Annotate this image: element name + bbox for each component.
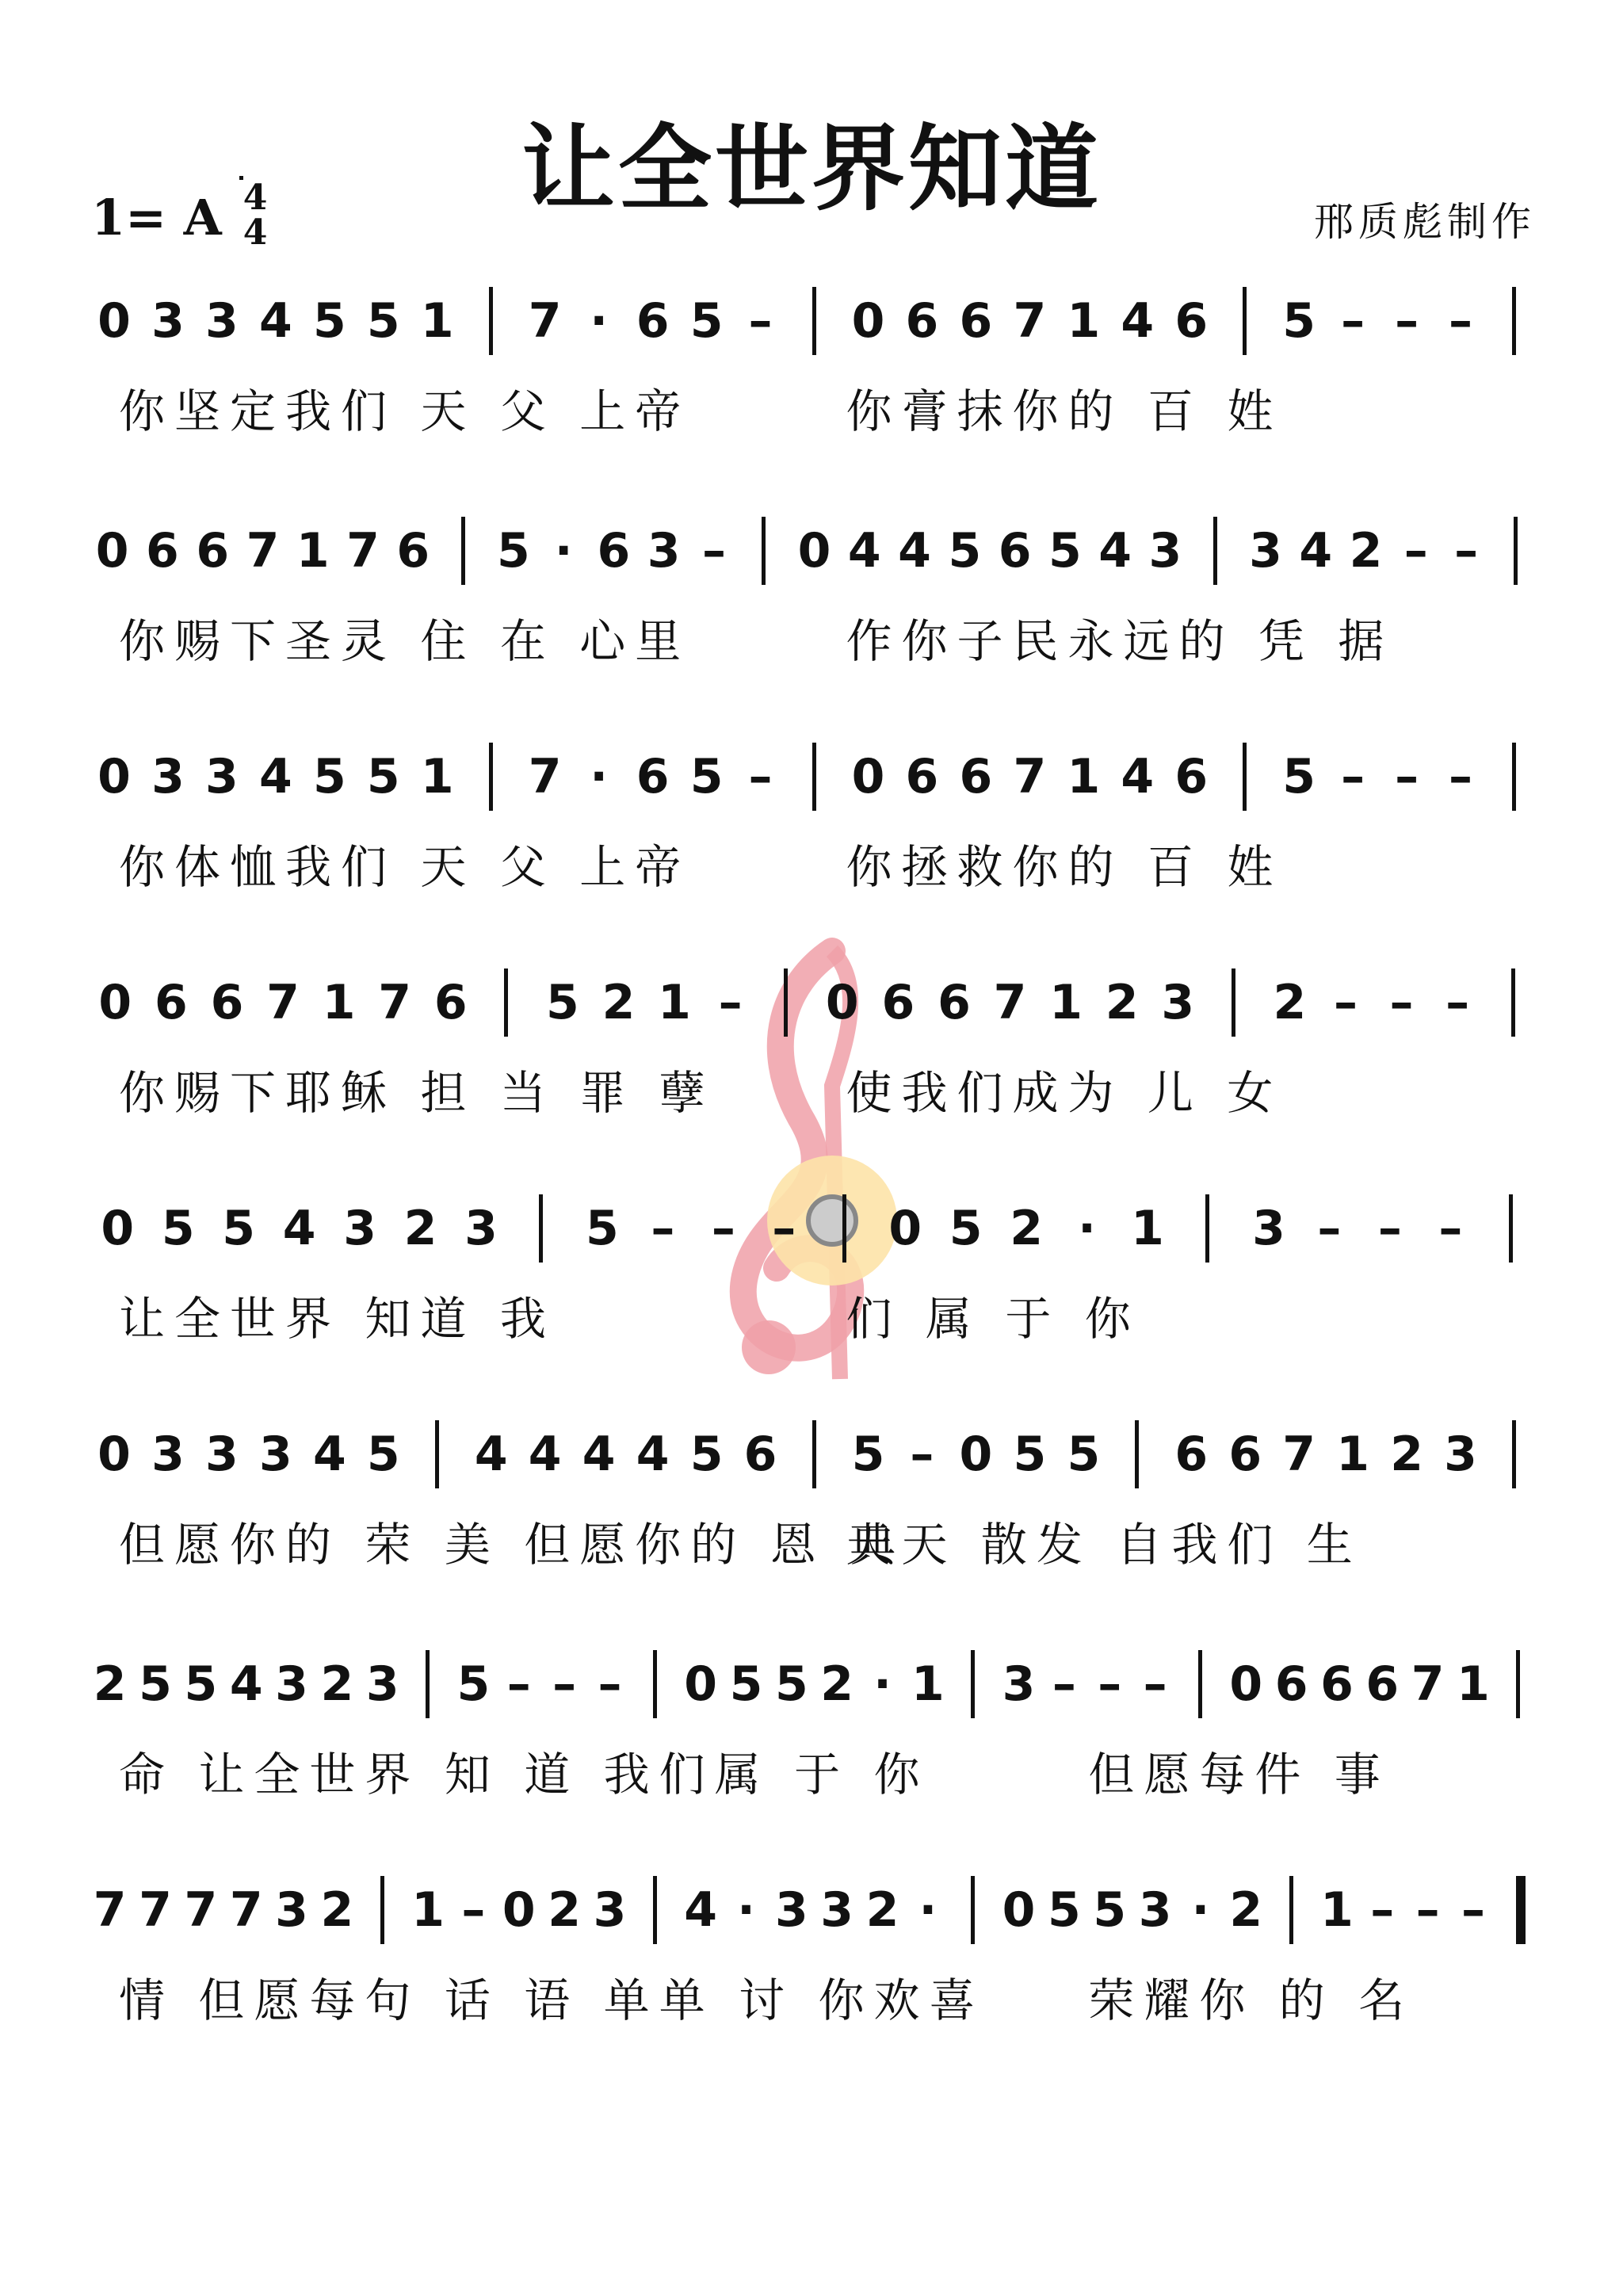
barline	[1243, 743, 1247, 811]
dash-hold: –	[1445, 975, 1470, 1030]
dash-hold: –	[718, 975, 743, 1030]
note: 3	[1138, 1882, 1172, 1938]
barline	[1289, 1876, 1293, 1944]
note: 5	[689, 1427, 724, 1482]
dash-hold: –	[772, 1201, 796, 1256]
barline	[971, 1876, 975, 1944]
note: 2	[820, 1656, 854, 1712]
final-barline	[1516, 1876, 1526, 1944]
note: 5	[586, 1201, 619, 1256]
note: 4	[258, 293, 292, 349]
augmentation-dot: ·	[737, 1882, 755, 1938]
note: 0	[97, 749, 131, 804]
note: 2	[403, 1201, 437, 1256]
key-signature: 1= A	[91, 189, 222, 246]
dash-hold: –	[1449, 293, 1473, 349]
note: 5	[184, 1656, 218, 1712]
note: 3	[1249, 523, 1282, 579]
lyric-line: 情 但愿每句 话 语	[119, 1973, 580, 2027]
note: 5	[366, 749, 400, 804]
note: 6	[998, 523, 1032, 579]
lyric-line: 你体恤我们 天 父 上帝	[119, 840, 691, 894]
lyric-line: 我们属 于 你	[603, 1748, 930, 1801]
barline	[426, 1650, 430, 1718]
dash-hold: –	[1403, 523, 1428, 579]
note: 1	[322, 975, 356, 1030]
time-signature-bottom: 4	[242, 212, 268, 253]
note: 0	[888, 1201, 922, 1256]
note: 3	[205, 749, 239, 804]
dash-hold: –	[506, 1656, 531, 1712]
note: 6	[146, 523, 179, 579]
note: 0	[97, 1427, 131, 1482]
barline	[971, 1650, 975, 1718]
note: 7	[229, 1882, 263, 1938]
note: 1	[420, 749, 454, 804]
barline	[784, 968, 788, 1037]
note: 5	[689, 749, 724, 804]
note: 5	[139, 1656, 172, 1712]
score-line	[0, 1656, 1623, 1886]
note: 0	[1002, 1882, 1036, 1938]
note: 6	[210, 975, 244, 1030]
note: 0	[851, 749, 885, 804]
note: 6	[196, 523, 230, 579]
barline	[435, 1420, 439, 1488]
note: 6	[1174, 293, 1209, 349]
note: 7	[184, 1882, 218, 1938]
lyric-line: 你坚定我们 天 父 上帝	[119, 384, 691, 438]
note: 5	[851, 1427, 885, 1482]
augmentation-dot: ·	[554, 523, 573, 579]
note: 2	[865, 1882, 899, 1938]
note: 0	[101, 1201, 135, 1256]
lyric-line: 但愿每件 事	[1088, 1748, 1390, 1801]
note: 3	[258, 1427, 292, 1482]
note: 6	[1365, 1656, 1400, 1712]
note: 1	[1457, 1656, 1490, 1712]
note: 6	[881, 975, 915, 1030]
note: 5	[1013, 1427, 1047, 1482]
note: 6	[1228, 1427, 1262, 1482]
dash-hold: –	[1461, 1882, 1485, 1938]
note: 3	[275, 1882, 308, 1938]
note: 0	[98, 975, 132, 1030]
note: 2	[93, 1656, 127, 1712]
note: 1	[420, 293, 454, 349]
dash-hold: –	[1454, 523, 1479, 579]
augmentation-dot: ·	[1191, 1882, 1210, 1938]
note: 7	[1411, 1656, 1445, 1712]
note: 6	[636, 293, 670, 349]
time-signature-divider	[239, 176, 243, 180]
barline	[489, 287, 493, 355]
barline	[842, 1194, 846, 1263]
dash-hold: –	[1341, 293, 1365, 349]
note: 6	[1174, 1427, 1209, 1482]
lyric-line: 你拯救你的 百 姓	[846, 840, 1283, 894]
barline	[812, 1420, 816, 1488]
note: 4	[1299, 523, 1333, 579]
note: 2	[320, 1882, 354, 1938]
note: 1	[1336, 1427, 1369, 1482]
note: 5	[1067, 1427, 1101, 1482]
note: 5	[312, 749, 346, 804]
dash-hold: –	[461, 1882, 486, 1938]
note: 7	[1013, 749, 1047, 804]
note: 0	[797, 523, 831, 579]
dash-hold: –	[1438, 1201, 1463, 1256]
barline	[1135, 1420, 1139, 1488]
augmentation-dot: ·	[873, 1656, 892, 1712]
note: 0	[684, 1656, 718, 1712]
barline	[1512, 743, 1516, 811]
dash-hold: –	[651, 1201, 675, 1256]
note: 1	[1067, 749, 1101, 804]
barline	[539, 1194, 543, 1263]
barline	[653, 1876, 657, 1944]
note: 3	[1444, 1427, 1477, 1482]
score-line	[0, 749, 1623, 979]
note: 6	[938, 975, 971, 1030]
note: 3	[275, 1656, 308, 1712]
dash-hold: –	[1449, 749, 1473, 804]
barline	[1512, 287, 1516, 355]
dash-hold: –	[1377, 1201, 1402, 1256]
note: 0	[825, 975, 859, 1030]
note: 7	[993, 975, 1027, 1030]
note: 5	[1282, 749, 1316, 804]
note: 3	[1148, 523, 1182, 579]
note: 5	[312, 293, 346, 349]
note: 5	[774, 1656, 808, 1712]
note: 6	[905, 293, 939, 349]
note: 1	[658, 975, 691, 1030]
note: 2	[1349, 523, 1383, 579]
note: 5	[1048, 1882, 1081, 1938]
barline	[1514, 517, 1518, 585]
note: 5	[222, 1201, 256, 1256]
barline	[1509, 1194, 1513, 1263]
note: 5	[456, 1656, 491, 1712]
lyric-line: 作你子民永远的 凭 据	[846, 614, 1394, 668]
note: 4	[282, 1201, 316, 1256]
note: 3	[774, 1882, 808, 1938]
note: 6	[959, 293, 993, 349]
dash-hold: –	[711, 1201, 735, 1256]
score-line	[0, 975, 1623, 1205]
note: 5	[729, 1656, 763, 1712]
score-line	[0, 1201, 1623, 1431]
note: 1	[1320, 1882, 1354, 1938]
score-line	[0, 293, 1623, 523]
note: 6	[636, 749, 670, 804]
note: 4	[1121, 749, 1155, 804]
note: 4	[474, 1427, 508, 1482]
dash-hold: –	[1143, 1656, 1167, 1712]
score-line	[0, 1882, 1623, 2112]
note: 4	[847, 523, 881, 579]
note: 5	[948, 523, 982, 579]
dash-hold: –	[1317, 1201, 1342, 1256]
note: 1	[911, 1656, 945, 1712]
note: 5	[546, 975, 579, 1030]
lyric-line: 你赐下耶稣 担 当 罪 孽	[119, 1066, 715, 1120]
dash-hold: –	[552, 1656, 577, 1712]
note: 7	[93, 1882, 127, 1938]
barline	[762, 517, 766, 585]
score-line	[0, 523, 1623, 753]
note: 6	[154, 975, 188, 1030]
barline	[461, 517, 465, 585]
dash-hold: –	[748, 293, 773, 349]
note: 3	[1161, 975, 1195, 1030]
note: 5	[1048, 523, 1082, 579]
note: 4	[684, 1882, 718, 1938]
note: 6	[1320, 1656, 1354, 1712]
note: 2	[601, 975, 636, 1030]
note: 5	[949, 1201, 983, 1256]
time-signature-top: 4	[242, 178, 268, 218]
song-title: 让全世界知道	[521, 113, 1102, 223]
note: 4	[528, 1427, 562, 1482]
note: 0	[502, 1882, 536, 1938]
barline	[812, 287, 816, 355]
barline	[1232, 968, 1235, 1037]
note: 2	[320, 1656, 354, 1712]
barline	[504, 968, 508, 1037]
augmentation-dot: ·	[1078, 1201, 1096, 1256]
note: 5	[1093, 1882, 1127, 1938]
note: 1	[411, 1882, 445, 1938]
lyric-line: 命 让全世界 知 道	[119, 1748, 580, 1801]
lyric-line: 你赐下圣灵 住 在 心里	[119, 614, 691, 668]
note: 4	[312, 1427, 346, 1482]
note: 5	[366, 1427, 400, 1482]
note: 7	[1282, 1427, 1316, 1482]
dash-hold: –	[598, 1656, 622, 1712]
note: 3	[151, 1427, 185, 1482]
note: 3	[647, 523, 681, 579]
note: 3	[1252, 1201, 1285, 1256]
note: 6	[433, 975, 468, 1030]
note: 5	[496, 523, 530, 579]
dash-hold: –	[1341, 749, 1365, 804]
barline	[1511, 968, 1515, 1037]
barline	[1512, 1420, 1516, 1488]
note: 2	[1273, 975, 1307, 1030]
note: 5	[689, 293, 724, 349]
barline	[489, 743, 493, 811]
augmentation-dot: ·	[918, 1882, 938, 1938]
note: 0	[1229, 1656, 1263, 1712]
note: 7	[139, 1882, 172, 1938]
note: 2	[1105, 975, 1139, 1030]
dash-hold: –	[910, 1427, 934, 1482]
note: 6	[1174, 749, 1209, 804]
note: 0	[959, 1427, 993, 1482]
note: 6	[396, 523, 430, 579]
note: 3	[464, 1201, 498, 1256]
note: 2	[1229, 1882, 1263, 1938]
dash-hold: –	[1395, 749, 1419, 804]
note: 0	[95, 523, 129, 579]
arranger-credit: 邢质彪制作	[1314, 199, 1536, 245]
note: 3	[365, 1656, 399, 1712]
note: 4	[1098, 523, 1132, 579]
lyric-line: 让全世界 知道 我	[119, 1292, 556, 1346]
note: 7	[528, 293, 562, 349]
augmentation-dot: ·	[590, 749, 609, 804]
dash-hold: –	[701, 523, 726, 579]
note: 3	[343, 1201, 376, 1256]
note: 6	[905, 749, 939, 804]
note: 3	[205, 293, 239, 349]
lyric-line: 天天 散发 自我们 生	[846, 1518, 1362, 1572]
note: 4	[582, 1427, 616, 1482]
note: 3	[151, 749, 185, 804]
barline	[1243, 287, 1247, 355]
note: 5	[161, 1201, 195, 1256]
barline	[1205, 1194, 1209, 1263]
note: 0	[851, 293, 885, 349]
note: 5	[366, 293, 400, 349]
note: 4	[1121, 293, 1155, 349]
note: 6	[1274, 1656, 1308, 1712]
note: 2	[548, 1882, 581, 1938]
lyric-line: 单单 讨 你欢喜	[603, 1973, 985, 2027]
note: 4	[636, 1427, 670, 1482]
note: 1	[1067, 293, 1101, 349]
note: 7	[246, 523, 280, 579]
note: 4	[258, 749, 292, 804]
barline	[653, 1650, 657, 1718]
lyric-line: 荣耀你 的 名	[1088, 1973, 1415, 2027]
dash-hold: –	[1370, 1882, 1395, 1938]
note: 6	[743, 1427, 777, 1482]
note: 2	[1390, 1427, 1423, 1482]
dash-hold: –	[1415, 1882, 1440, 1938]
note: 0	[97, 293, 131, 349]
note: 7	[1013, 293, 1047, 349]
note: 7	[266, 975, 300, 1030]
dash-hold: –	[748, 749, 773, 804]
note: 3	[593, 1882, 627, 1938]
note: 6	[597, 523, 631, 579]
note: 6	[959, 749, 993, 804]
barline	[380, 1876, 384, 1944]
barline	[1516, 1650, 1520, 1718]
time-signature	[236, 178, 274, 253]
augmentation-dot: ·	[590, 293, 609, 349]
lyric-line: 使我们成为 儿 女	[846, 1066, 1283, 1120]
barline	[1213, 517, 1217, 585]
note: 7	[346, 523, 380, 579]
note: 4	[898, 523, 931, 579]
note: 3	[205, 1427, 239, 1482]
note: 3	[1002, 1656, 1036, 1712]
note: 7	[378, 975, 412, 1030]
dash-hold: –	[1395, 293, 1419, 349]
note: 7	[528, 749, 562, 804]
barline	[812, 743, 816, 811]
lyric-line: 你膏抹你的 百 姓	[846, 384, 1283, 438]
note: 3	[151, 293, 185, 349]
barline	[1198, 1650, 1202, 1718]
note: 3	[820, 1882, 854, 1938]
score-line	[0, 1427, 1623, 1656]
note: 4	[229, 1656, 263, 1712]
lyric-line: 们 属 于 你	[846, 1292, 1140, 1346]
note: 1	[296, 523, 330, 579]
dash-hold: –	[1052, 1656, 1076, 1712]
note: 5	[1282, 293, 1316, 349]
dash-hold: –	[1333, 975, 1358, 1030]
dash-hold: –	[1389, 975, 1414, 1030]
note: 1	[1049, 975, 1083, 1030]
note: 2	[1010, 1201, 1043, 1256]
lyric-line: 但愿你的 荣 美 但愿你的 恩 典	[119, 1518, 906, 1572]
dash-hold: –	[1098, 1656, 1122, 1712]
note: 1	[1131, 1201, 1164, 1256]
